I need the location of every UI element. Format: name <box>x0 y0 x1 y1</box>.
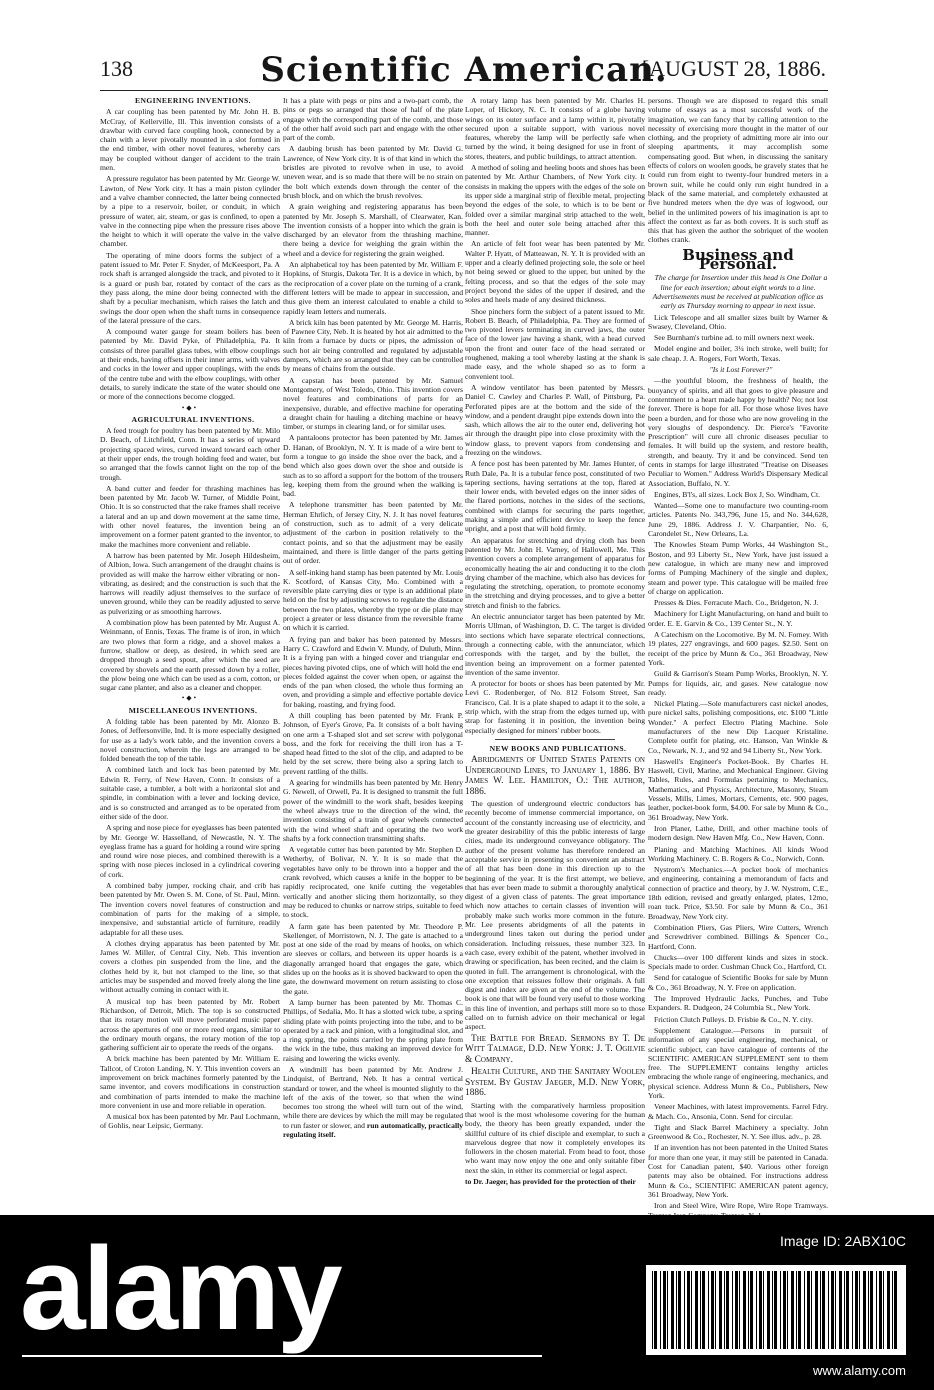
column-1 <box>100 96 280 1200</box>
article: A gearing for windmills has been patented by Mr. Henry G. Newell, of Orwell, Pa. It is designed to transmit the full power of the windmill to the work shaft, besides keeping the wheel always true to the direction of the wind, the invention consisting of a train of gear wheels connected with the wind wheel shaft and operating the two work shafts by a fork connection transmitting shafts. <box>283 778 463 843</box>
article: A thill coupling has been patented by Mr. Frank P. Johnson, of Eyer's Grove, Pa. It consists of a bolt having on one arm a T-shaped slot and set screw with polygonal boss, and the fork for receiving the thill iron has a T-shaped head fitted to the slot of the clip, and adapted to be held by the set screw, there being also a spring latch to prevent rattling of the thills. <box>283 711 463 776</box>
article: A harrow has been patented by Mr. Joseph Hildesheim, of Albion, Iowa. Such arrangement of the draught chains is provided as will make the harrow either vibrating or non-vibrating, as desired; and the construction is such that the harrows will readily adjust themselves to the surface of uneven ground, while they can be readily adjusted to serve as pulverizing or as smoothing harrows. <box>100 550 280 616</box>
article: It has a plate with pegs or pins and a two-part comb, the pins or pegs so arranged that those of half of the plate engage with the corresponding part of the comb, and those of the other half avoid such part and engage with the other part of the comb. <box>283 96 463 143</box>
image-id: Image ID: 2ABX10C <box>779 1233 906 1249</box>
advertisement: Iron and Steel Wire, Wire Rope, Wire Rope Tramways. <box>654 1201 828 1211</box>
book-review: Starting with the comparatively harmless proposition that wool is the most wholesome covering for the human body, the theory has been greatly expanded, under the skillful culture of its chief disciple and exemplar, to such a marvelous degree that now it completely envelopes its followers in the chosen material. From head to foot, those who want may now enjoy the one and only suitable fiber next the skin, in either its commercial or legal aspect. <box>465 1100 645 1175</box>
book-review: persons. Though we are disposed to regard this small volume of essays as a most successful work of the imagination, we can fancy that by calling attention to the necessity of exercising more thought in the matter of our clothing, and the propriety of admitting more air into our sleeping apartments, it may accomplish some compensating good. But when, in discussing the sanitary effects of colors on woolen goods, he gravely states that he could run from eight to twenty-four hundred meters in a brown suit, while he could only run eight hundred in a black of the same material, and completely exhausted at five hundred meters when the dye was of logwood, our belief in the unlimited powers of his imagination is apt to affect the context as far as both covers. It is such stuff as this that has given the author the sobriquet of the woolen clothes crank. <box>648 96 828 245</box>
article: A grain weighing and registering apparatus has been patented by Mr. Joseph S. Marshall, of Clearwater, Kan. The invention consists of a hopper into which the grain is discharged by an elevator from the thrashing machine, there being a device for weighing the grain within the wheel and a device for registering the grain weighed. <box>283 202 463 258</box>
article: A vegetable cutter has been patented by Mr. Stephen D. Wetherby, of Bolivar, N. Y. It is so made that the vegetables have only to be thrown into a hopper and the crank revolved, which causes a knife in the hopper to be rapidly reciprocated, one knife cutting the vegetables vertically and another slicing them horizontally, so they may be reduced to chunks or narrow strips, suitable to feed to stock. <box>283 845 463 920</box>
book-title: Health Culture, and the Sanitary Woolen System. By Gustav Jaeger, M.D. New York, 1886. <box>465 1067 645 1099</box>
advertisement: Engines, B'l's, all sizes. Lock Box J, So. Windham, Ct. <box>654 489 820 499</box>
advertisement: Send for catalogue of Scientific Books for sale by Munn & Co., 361 Broadway, N. Y. Free on application. <box>648 973 828 992</box>
alamy-logo: alamy <box>20 1223 340 1355</box>
section-heading: ENGINEERING INVENTIONS. <box>135 96 251 105</box>
article <box>283 1065 463 1139</box>
advertisement: Combination Pliers, Gas Pliers, Wire Cutters, Wrench and Screwdriver combined. Billings & Spencer Co., Hartford, Conn. <box>648 922 828 951</box>
advertisement: Tight and Slack Barrel Machinery a specialty. John Greenwood & Co., Rochester, N. Y. See illus. adv., p. 28. <box>648 1122 828 1142</box>
advertisement: Model engine and boiler, 3¼ inch stroke, well built; for sale cheap. J. A. Rogers, Fort Worth, Texas. <box>648 344 828 363</box>
article: A combined baby jumper, rocking chair, and crib has been patented by Mr. Owen S. M. Cone, of St. Paul, Minn. The invention covers novel features of construction and combination of parts for the making of a simple, inexpensive, and substantial article of furniture, readily adaptable for all these uses. <box>100 881 280 937</box>
article: A window ventilator has been patented by Messrs. Daniel C. Cawley and Charles P. Wall, of Pittsburg, Pa. Perforated pipes are at the bottom and the side of the window, and a pendent draught pipe extends down into the sash, which allows the air to the outer end, delivering hot air through the draught pipe into close proximity with the window glass, to prevent vapors from condensing and freezing on the windows. <box>465 382 645 457</box>
advertisement: Lick Telescope and all smaller sizes built by Warner & Swasey, Cleveland, Ohio. <box>648 312 828 331</box>
article: A telephone transmitter has been patented by Mr. Herman Ehrlich, of Jersey City, N. J. It has novel features of construction, such as to admit of a very delicate adjustment of the carbon in position relatively to the contact points, and so that the adjustment may be easily maintained, and there is little danger of the parts getting out of order. <box>283 500 463 566</box>
advertisement: Wanted—Some one to manufacture two counting-room articles. Patents No. 343,796, June 15, and No. 344,628, June 29, 1886. Address J. V. Charpantier, No. 6, Carondelet St., New Orleans, La. <box>648 501 828 539</box>
article: A spring and nose piece for eyeglasses has been patented by Mr. George W. Hasselland, of Newcastle, N. Y. The eyeglass frame has a guard for holding a round wire spring and round wire nose pieces, and combined therewith is a spring with nose pieces inclosed in a cylindrical covering of cork. <box>100 823 280 879</box>
advertisement-heading: "Is it Lost Forever?" <box>709 365 773 375</box>
article: A farm gate has been patented by Mr. Theodore P. Skellenger, of Morristown, N. J. The gate is attached to a post at one side of the road by means of hooks, on which are sleeves or collars, and between its upper hoards is a diagonally arranged hoard that engages the gate, which slides up on the hooks as it is shoved backward to open the gate, the downward movement on return assisting to close the gate. <box>283 921 463 996</box>
article: A brick kiln has been patented by Mr. George M. Harris, of Pawnee City, Neb. It is heated by hot air admitted to the kiln from a furnace by ducts or pipes, the admission of such hot air being controlled and regulated by adjustable dampers, which are so arranged that they can be controlled by means of chains from the outside. <box>283 317 463 374</box>
divider-ornament: •◆• <box>181 694 199 703</box>
advertisement: Haswell's Engineer's Pocket-Book. By Charles H. Haswell, Civil, Marine, and Mechanical Engineer. Giving Tables, Rules, and Formulas pertaining to Mechanics, Mathematics, and Physics, Architecture, Masonry, Steam Vessels, Mills, Limes, Mortars, Cements, etc. 900 pages, leather, pocket-book form, $4.00. For sale by Munn & Co., 361 Broadway, New York. <box>648 756 828 822</box>
advertisement: Machinery for Light Manufacturing, on hand and built to order. E. E. Garvin & Co., 139 Center St., N. Y. <box>648 609 828 628</box>
advertisement: Planing and Matching Machines. All kinds Wood Working Machinery. C. B. Rogers & Co., Norwich, Conn. <box>648 844 828 863</box>
article: A musical top has been patented by Mr. Robert Richardson, of Detroit, Mich. The top is so constructed that its rotary motion will move perforated music paper across the apertures of one or more reed organs, similar to the ordinary mouth organs, the rotary motion of the top gathering sufficient air to operate the reeds of the organs. <box>100 996 280 1053</box>
article: A combined latch and lock has been patented by Mr. Edwin R. Ferry, of New Haven, Conn. It consists of a suitable case, a tumbler, a bolt with a horizontal slot and spindle, in combination with a lever and locking device, and is so constructed and arranged as to be operated from either side of the door. <box>100 765 280 821</box>
article: A brick machine has been patented by Mr. William E. Tallcot, of Croton Landing, N. Y. This invention covers an improvement on brick machines formerly patented by the same inventor, and covers modifications in construction and combination of parts intended to make the machine more convenient in use and more reliable in operation. <box>100 1054 280 1110</box>
article: A pantaloons protector has been patented by Mr. James D. Hanan, of Brooklyn, N. Y. It is made of a wire bent to form a tongue to go inside the shoe over the back, and a bend which also goes down over the shoe and outside is such as to so afford a support for the bottom of the trousers leg, keeping them from the ground when the walking is bad. <box>283 433 463 499</box>
advertisement: Guild & Garrison's Steam Pump Works, Brooklyn, N. Y. Pumps for liquids, air, and gases. New catalogue now ready. <box>648 669 828 697</box>
article: A method of soling and heeling boots and shoes has been patented by Mr. Arthur Chambers, of New York city. It consists in making the uppers with the edges of the sole on its upper side a marginal strip of flexible metal, projecting beyond the edges of the sole, to which is to be bent or folded over a similar marginal strip attached to the welt, both the heel and outer sole being attached after this manner. <box>465 163 645 238</box>
page-number: 138 <box>100 56 133 81</box>
article: A rotary lamp has been patented by Mr. Charles H. Loper, of Hickory, N. C. It consists of a globe having wings on its outer surface and a lamp within it, pivotally secured upon a suitable support, with various novel features, whereby the lamp will be perfectly safe when turned by the wind, it being designed for use in front of stores, theaters, and public buildings, to attract attention. <box>465 96 645 161</box>
advertisement: Friction Clutch Pulleys. D. Frisbie & Co., N. Y. city. <box>654 1014 813 1024</box>
book-review-tail: to Dr. Jaeger, has provided for the protection of their <box>465 1176 636 1186</box>
article: A feed trough for poultry has been patented by Mr. Milo D. Beach, of Litchfield, Conn. It has a series of upward projecting spaced wires, curved inward toward each other at their upper ends, the trough holding feed and water, but so arranged that the fowls cannot light on the top of the trough. <box>100 426 280 482</box>
advertisement: Presses & Dies. Ferracute Mach. Co., Bridgeton, N. J. <box>654 598 819 608</box>
page-header <box>100 50 828 91</box>
advertisement: A Catechism on the Locomotive. By M. N. Forney. With 19 plates, 227 engravings, and 600 pages. $2.50. Sent on receipt of the price by Munn & Co., 361 Broadway, New York. <box>648 630 828 667</box>
article: A capstan has been patented by Mr. Samuel Montgomery, of West Toledo, Ohio. This invention covers novel features and combinations of parts for an inexpensive, durable, and effective machine for operating a draught chain for hauling a ditching machine or heavy timber, or stumps in clearing land, or for similar uses. <box>283 375 463 432</box>
book-title: Abridgments of United States Patents on Underground Lines, to January 1, 1886. By James W. Lee. Hamilton, O.: The author, 1886. <box>465 755 645 797</box>
advertisement: Supplement Catalogue.—Persons in pursuit of information of any special engineering, mechanical, or scientific subject, can have catalogue of contents of the SCIENTIFIC AMERICAN SUPPLEMENT sent to them free. The SUPPLEMENT contains lengthy articles embracing the whole range of engineering, mechanics, and physical science. Address Munn & Co., Publishers, New York. <box>648 1025 828 1100</box>
logo-underline <box>22 1355 542 1357</box>
column-3 <box>465 96 645 1200</box>
watermark-footer <box>0 1215 934 1390</box>
article-text-tail: run automatically, practically regulating itself. <box>283 1120 463 1140</box>
advertising-note: The charge for Insertion under this head is One Dollar a line for each insertion; about eight words to a line. Advertisements must be received at publication office as early as Thursday morning to appear in next issue. <box>652 273 828 311</box>
section-heading: AGRICULTURAL INVENTIONS. <box>131 414 255 424</box>
advertisement: If an invention has not been patented in the United States for more than one year, it may still be patented in Canada. Cost for Canadian patent, $40. Various other foreign patents may also be obtained. For instructions address Munn & Co., SCIENTIFIC AMERICAN patent agency, 361 Broadway, New York. <box>648 1143 828 1199</box>
column-4 <box>648 96 828 1211</box>
article-text: A windmill has been patented by Mr. Andrew J. Lindquist, of Bertrand, Neb. It has a central vertical standard or tower, and the wheel is mounted slightly to the left of the axis of the tower, so that when the wind becomes too strong the wheel will turn out of the wind, while there are devices by which the mill may be regulated to run faster or slower, and <box>283 1064 463 1130</box>
article: A lamp burner has been patented by Mr. Thomas C. Phillips, of Sedalia, Mo. It has a slotted wick tube, a spring sliding plate with points projecting into the tube, and to be operated by a rack and pinion, with a longitudinal slot, and a ring spring, the points carried by the spring plate from the wick in the tube, thus making an improved device for raising and lowering the wicks evenly. <box>283 997 463 1063</box>
masthead-title: Scientific American. <box>260 50 668 90</box>
article: The operating of mine doors forms the subject of a patent issued to Mr. Peter F. Snyder, of McKeesport, Pa. A rock shaft is arranged alongside the track, and pivoted to it is a guard or push bar, rotated by contact of the cars as they pass along, the mine door being connected with the shaft by a peculiar mechanism, which raises the latch and swings the door open when the shaft turns in consequence of the lateral pressure of the cars. <box>100 250 280 325</box>
book-title: The Battle for Bread. Sermons by T. De Witt Talmage, D.D. New York: J. T. Ogilvie & Company. <box>465 1033 645 1065</box>
article: A musical box has been patented by Mr. Paul Lochmann, of Gohlis, near Leipsic, Germany. <box>100 1112 280 1131</box>
divider-ornament: •◆• <box>181 403 199 412</box>
article: An electric annunciator target has been patented by Mr. Morris Ullman, of Washington, D. C. The target is divided into sections which have separate electrical connections, through a connecting cable, with the annunciator, which corresponds with the target, and by the bullet, the invention being an improvement on a former patented invention of the same inventor. <box>465 612 645 677</box>
site-url: www.alamy.com <box>813 1363 906 1378</box>
article: A folding table has been patented by Mr. Alonzo B. Jones, of Jeffersonville, Ind. It is more especially designed for use as a lady's work table, and the invention covers a novel construction, wherein the legs are arranged to be folded beneath the top of the table. <box>100 717 280 764</box>
article: A clothes drying apparatus has been patented by Mr. James W. Miller, of Central City, Neb. This invention covers a clothes pin suspended from the line, and the clothes held by it, but not clamped to the line, so that articles may be suspended and moved freely along the line without actually coming in contact with it. <box>100 938 280 995</box>
article: A combination plow has been patented by Mr. August A. Weinmann, of Ennis, Texas. The frame is of iron, in which are two plows that form a ridge, and a shovel makes a furrow, shallow or deep, as desired, in which seed are dropped through a seed spout, after which the seed are covered by shovels and the earth pressed down by a roller, the plow being one which can be used as a corn, cotton, or sugar cane planter, and also as a cleaner and chopper. <box>100 618 280 693</box>
article: Shoe pinchers form the subject of a patent issued to Mr. Robert B. Beach, of Philadelphia, Pa. They are formed of two pivoted levers terminating in curved jaws, the outer face of the lower jaw having a shank, with a head curved upon the front and outer face of the head serrated or roughened, making a tool whereby lasting at the shank is made easy, and the whole shaped so as to form a convenient tool. <box>465 306 645 381</box>
advertisement: Nickel Plating.—Sole manufacturers cast nickel anodes, pure nickel salts, polishing compositions, etc. $100 "Little Wonder." A perfect Electro Plating Machine. Sole manufacturers of the new Dip Lacquer Kristaline. Complete outfit for plating, etc. Hanson, Van Winkle & Co., Newark, N. J., and 92 and 94 Liberty St., New York. <box>648 699 828 755</box>
article: An alphabetical toy has been patented by Mr. William F. Hopkins, of Sturgis, Dakota Ter. It is a device in which, by the reciprocation of a cover plate on the turning of a crank, different letters will be made to appear in succession, and thus give them an interest calculated to enable a child to rapidly learn letters and numerals. <box>283 260 463 316</box>
advertisement: Chucks—over 100 different kinds and sizes in stock. Specials made to order. Cushman Chuck Co., Hartford, Ct. <box>648 952 828 972</box>
advertisement: The Knowles Steam Pump Works, 44 Washington St., Boston, and 93 Liberty St., New York, have just issued a new catalogue, in which are many new and improved forms of Pumping Machinery of the single and duplex, steam and power type. This catalogue will be mailed free of charge on application. <box>648 540 828 596</box>
advertisement: Iron Planer, Lathe, Drill, and other machine tools of modern design. New Haven Mfg. Co., New Haven, Conn. <box>648 823 828 843</box>
article: An article of felt foot wear has been patented by Mr. Walter P. Hyatt, of Matteawan, N. Y. It is provided with an upper and a clearly defined projecting sole, the sole or heel not being sewed or glued to the upper, but united by the felting process, and so that the edges of the sole may project beyond the sides of the upper if desired, and the soles and heels made of any desired thickness. <box>465 239 645 305</box>
section-heading: NEW BOOKS AND PUBLICATIONS. <box>489 743 627 753</box>
article: An apparatus for stretching and drying cloth has been patented by Mr. John H. Varney, of Hallowell, Me. This invention covers a complete arrangement of apparatus for economically heating the air and conducting it to the cloth drying chamber of the machine, which also has devices for regulating the stretching, operation, to promote economy in the stretching and drying processes, and to give a better stretch and finish to the fabrics. <box>465 535 645 610</box>
article: A car coupling has been patented by Mr. John H. B. McCray, of Kellerville, Ill. This invention consists of a drawbar with curved face coupling hook, connected by a chain with a lever pivotally mounted in a slot formed in the end timber, with other novel features, whereby cars may be coupled without danger of accident to the train men. <box>100 107 280 173</box>
section-heading: MISCELLANEOUS INVENTIONS. <box>128 705 258 715</box>
advertisement: The Improved Hydraulic Jacks, Punches, and Tube Expanders. R. Dudgeon, 24 Columbia St., New York. <box>648 994 828 1013</box>
advertisement: Nystrom's Mechanics.—A pocket book of mechanics and engineering, containing a memorandum of facts and connection of practice and theory, by J. W. Nystrom, C.E., 18th edition, revised and greatly enlarged, plates, 12mo, roan tuck. Price, $3.50. For sale by Munn & Co., 361 Broadway, New York city. <box>648 865 828 921</box>
article: A band cutter and feeder for thrashing machines has been patented by Mr. Jacob W. Turner, of Middle Point, Ohio. It is so constructed that the rake frames shall receive a lateral and an up and down movement at the same time, with other novel features, the invention being an improvement on a former patent granted to the inventor, to make the machines more convenient and reliable. <box>100 483 280 549</box>
advertisement: See Burnham's turbine ad. to mill owners next week. <box>654 333 815 343</box>
column-2 <box>283 96 463 1200</box>
article: A pressure regulator has been patented by Mr. George W. Lawton, of New York city. It has a main piston cylinder and a valve chamber connected, the latter being connected by a pipe to a reservoir, boiler, or conduit, in which pressure of water, air, steam, or gas is confined, to open a valve in the connecting pipe when the pressure rises above the height to which it will operate the valve in the valve chamber. <box>100 174 280 249</box>
barcode-icon <box>646 1265 906 1355</box>
book-review: The question of underground electric conductors has recently become of immense commercial importance, on account of the constantly increasing use of electricity, and the greater desirability of this the public interests of large cities, made its underground conveyance obligatory. The author of the present volume has therefore rendered an acceptable service in presenting so convenient an abstract of all that has been done in this direction up to the beginning of the year. It is the first attempt, we believe, that has ever been made to submit a thoroughly analytical digest of a given class of patents. The great importance which now attaches to certain classes of invention will probably make such works more common in the future. Mr. Lee presents abridgments of all the patents in underground lines taken out during the period under consideration. Including reissues, these number 323. In each case, every exhibit of the patent, whether involved in drawing or specification, has been recited, and the claim is quoted in full. The arrangement is chronological, with the one exception that reissues follow their originals. A full digest and index are given at the end of the volume. The book is one that will be found very useful to those working in this line of invention, and perhaps still more so to those called on to furnish advice on their mechanical or legal aspect. <box>465 799 645 1032</box>
business-personal-heading: Business and Personal. <box>682 245 794 274</box>
divider-rule <box>495 739 615 740</box>
advertisement: —the youthful bloom, the freshness of health, the buoyancy of spirits, and all that goes to give pleasure and contentment to a heart made happy by health? No; not lost forever. There is hope for all. For those whose lives have been a burden, and for those who are now groveling in the very sloughs of despondency. Dr. Pierce's "Favorite Prescription" will cure all chronic diseases peculiar to females. It will build up the system, and restore health, strength, and beauty. Try it and be convinced. Send ten cents in stamps for large illustrated "Treatise on Diseases Peculiar to Women." Address World's Dispensary Medical Association, Buffalo, N. Y. <box>648 376 828 488</box>
article: A compound water gauge for steam boilers has been patented by Mr. David Pyke, of Philadelphia, Pa. It consists of three parallel glass tubes, with elbow couplings at their ends, having offsets in their inner arms, with valves and cocks in the lower and upper couplings, with the ends of the centre tube and with the elbow couplings, with other details, to surely indicate the state of the water should one or more of the connections become clogged. <box>100 327 280 402</box>
issue-date: [AUGUST 28, 1886. <box>641 56 826 81</box>
article: A protector for boots or shoes has been patented by Mr. Levi C. Rodenberger, of No. 812 Folsom Street, San Francisco, Cal. It is a plate shaped to adapt it to the sole, a strip which, with the strap from the edges turned up, with strap for fastening it in position, the invention being especially designed for miners' rubber boots. <box>465 679 645 735</box>
article: A fence post has been patented by Mr. James Hunter, of Ruth Dale, Pa. It is a tubular fence post, constituted of two tapering sections, having serrations at the top, flared at their lower ends, with beveled edges on the inner sides of the flared portions, notches in the sides of the sections, combined with clamps for securing the parts together, making a simple and efficient device to keep the fence upright, and a post that will hold firmly. <box>465 459 645 534</box>
article: A self-inking hand stamp has been patented by Mr. Louis K. Scotford, of Kansas City, Mo. Combined with a reversible plate carrying dies or type is an additional plate held on the frst by adjusting screws to regulate the distance between the two plates, whereby the type or die plate may project a greater or less distance from the reversible frame on which it is carried. <box>283 567 463 633</box>
advertisement: Veneer Machines, with latest improvements. Farrel Fdry. & Mach. Co., Ansonia, Conn. Send for circular. <box>648 1102 828 1121</box>
article: A daubing brush has been patented by Mr. David G. Lawrence, of New York city. It is of that kind in which the bristles are pivoted to revolve when in use, to avoid uneven wear, and is so made that there will be no strain on the bolt which extends down through the center of the brush block, and on which the brush revolves. <box>283 144 463 200</box>
article: A frying pan and baker has been patented by Messrs. Harry C. Crawford and Edwin V. Mundy, of Duluth, Minn. It is a frying pan with a hinged cover and triangular end pieces having pivoted clips, one of which will hold the end pieces folded against the cover when open, or against the ends of the pan when closed, the whole thus forming an oven, and providing a simple and effective portable device for baking, roasting, and frying food. <box>283 634 463 709</box>
